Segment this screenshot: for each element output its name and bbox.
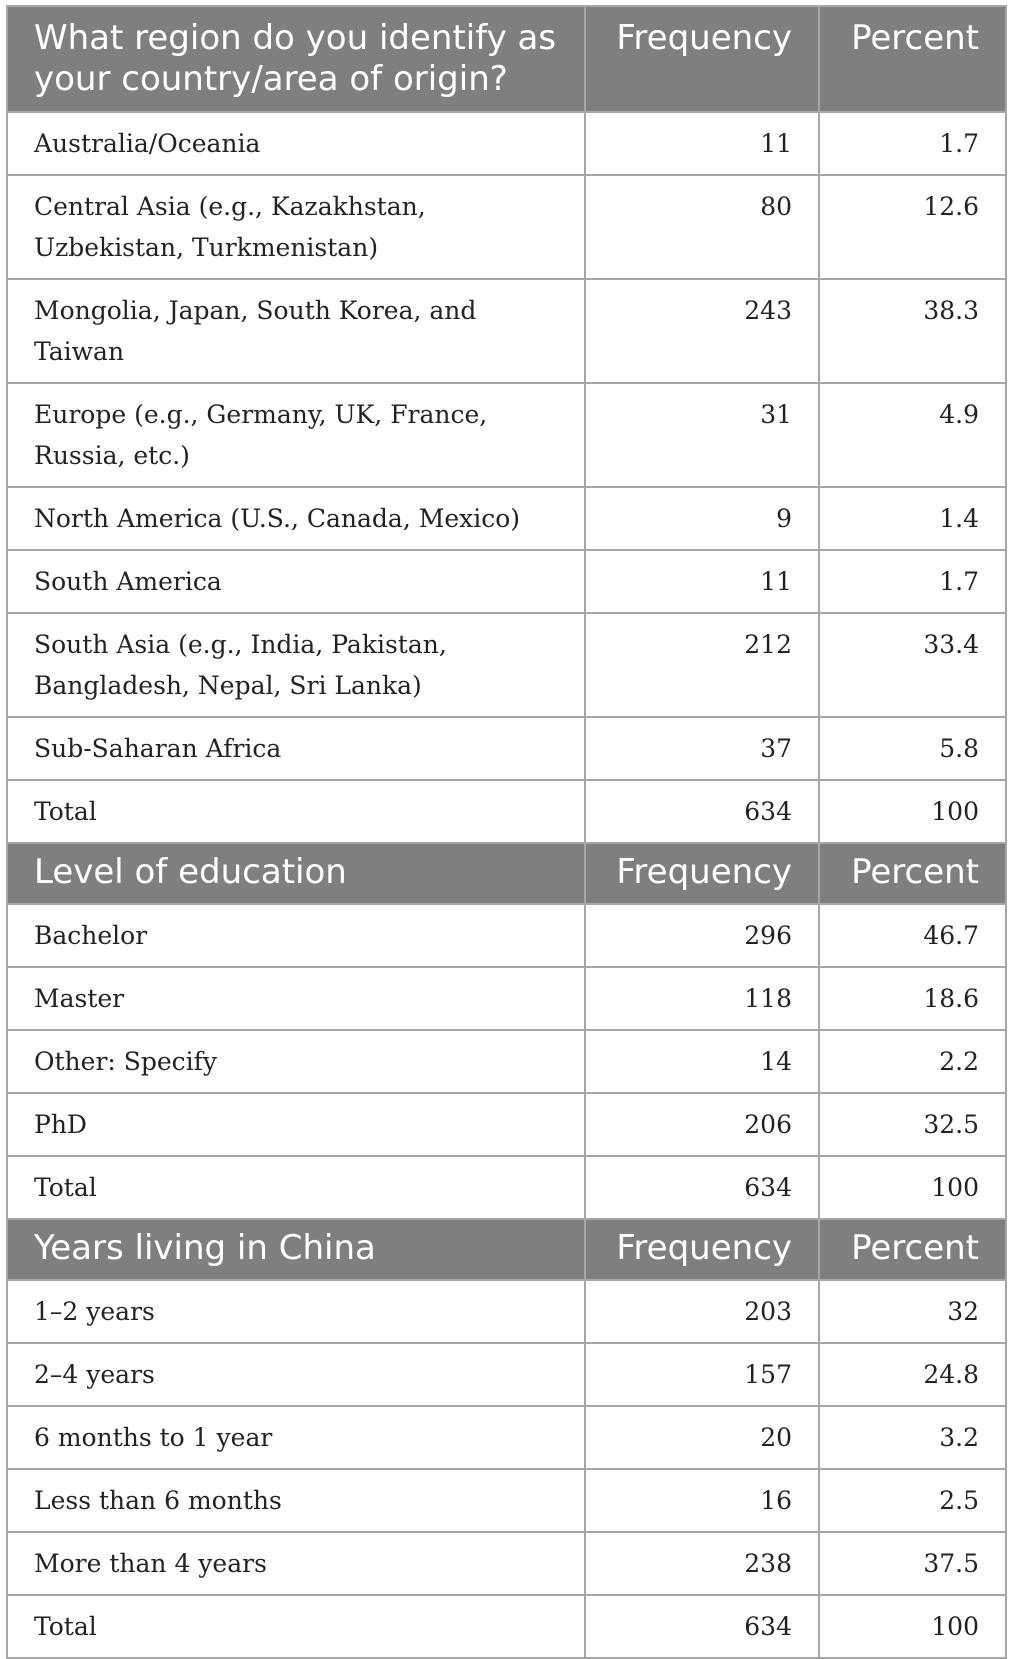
- row-percent: 1.7: [819, 112, 1006, 175]
- row-frequency: 14: [585, 1030, 819, 1093]
- table-row: [7, 112, 1006, 175]
- row-frequency: 9: [585, 487, 819, 550]
- total-row: [7, 780, 1006, 843]
- row-label: Less than 6 months: [7, 1469, 585, 1532]
- table-row: [7, 1406, 1006, 1469]
- demographics-table: [6, 5, 1007, 1659]
- row-percent: 12.6: [819, 175, 1006, 279]
- row-frequency: 20: [585, 1406, 819, 1469]
- row-frequency: 634: [585, 1156, 819, 1219]
- row-percent: 1.7: [819, 550, 1006, 613]
- row-label: Sub-Saharan Africa: [7, 717, 585, 780]
- row-percent: 32: [819, 1280, 1006, 1343]
- row-label: PhD: [7, 1093, 585, 1156]
- row-label: Master: [7, 967, 585, 1030]
- total-row: [7, 1595, 1006, 1658]
- row-frequency: 238: [585, 1532, 819, 1595]
- row-label: Other: Specify: [7, 1030, 585, 1093]
- row-percent: 32.5: [819, 1093, 1006, 1156]
- row-frequency: 634: [585, 1595, 819, 1658]
- row-label: North America (U.S., Canada, Mexico): [7, 487, 585, 550]
- row-frequency: 212: [585, 613, 819, 717]
- table-row: [7, 279, 1006, 383]
- table-row: [7, 717, 1006, 780]
- row-percent: 2.5: [819, 1469, 1006, 1532]
- table-row: [7, 904, 1006, 967]
- row-percent: 24.8: [819, 1343, 1006, 1406]
- row-label: South Asia (e.g., India, Pakistan, Bangladesh, Nepal, Sri Lanka): [7, 613, 585, 717]
- table-row: [7, 550, 1006, 613]
- row-frequency: 11: [585, 112, 819, 175]
- row-label: Australia/Oceania: [7, 112, 585, 175]
- row-frequency: 118: [585, 967, 819, 1030]
- section-header-years: [7, 1219, 1006, 1280]
- header-frequency: Frequency: [585, 6, 819, 112]
- row-percent: 100: [819, 780, 1006, 843]
- row-label: Total: [7, 780, 585, 843]
- row-frequency: 11: [585, 550, 819, 613]
- row-label: More than 4 years: [7, 1532, 585, 1595]
- table-row: [7, 967, 1006, 1030]
- row-label: 2–4 years: [7, 1343, 585, 1406]
- row-percent: 4.9: [819, 383, 1006, 487]
- row-frequency: 80: [585, 175, 819, 279]
- row-label: Central Asia (e.g., Kazakhstan, Uzbekistan, Turkmenistan): [7, 175, 585, 279]
- header-education: Level of education: [7, 843, 585, 904]
- row-frequency: 206: [585, 1093, 819, 1156]
- header-years: Years living in China: [7, 1219, 585, 1280]
- row-frequency: 31: [585, 383, 819, 487]
- table-row: [7, 1343, 1006, 1406]
- row-frequency: 634: [585, 780, 819, 843]
- section-header-region: [7, 6, 1006, 112]
- header-percent: Percent: [819, 1219, 1006, 1280]
- row-label: 1–2 years: [7, 1280, 585, 1343]
- row-percent: 37.5: [819, 1532, 1006, 1595]
- header-frequency: Frequency: [585, 843, 819, 904]
- total-row: [7, 1156, 1006, 1219]
- row-percent: 3.2: [819, 1406, 1006, 1469]
- row-frequency: 37: [585, 717, 819, 780]
- row-label: 6 months to 1 year: [7, 1406, 585, 1469]
- table-row: [7, 383, 1006, 487]
- row-percent: 100: [819, 1156, 1006, 1219]
- table-row: [7, 1532, 1006, 1595]
- row-percent: 38.3: [819, 279, 1006, 383]
- row-frequency: 16: [585, 1469, 819, 1532]
- row-label: Europe (e.g., Germany, UK, France, Russia, etc.): [7, 383, 585, 487]
- row-label: Mongolia, Japan, South Korea, and Taiwan: [7, 279, 585, 383]
- table-row: [7, 1280, 1006, 1343]
- row-frequency: 157: [585, 1343, 819, 1406]
- row-label: South America: [7, 550, 585, 613]
- row-frequency: 243: [585, 279, 819, 383]
- header-percent: Percent: [819, 843, 1006, 904]
- header-frequency: Frequency: [585, 1219, 819, 1280]
- table-row: [7, 613, 1006, 717]
- table-row: [7, 1469, 1006, 1532]
- row-percent: 1.4: [819, 487, 1006, 550]
- section-header-education: [7, 843, 1006, 904]
- table-row: [7, 1093, 1006, 1156]
- row-frequency: 203: [585, 1280, 819, 1343]
- row-percent: 100: [819, 1595, 1006, 1658]
- row-percent: 2.2: [819, 1030, 1006, 1093]
- header-percent: Percent: [819, 6, 1006, 112]
- row-percent: 33.4: [819, 613, 1006, 717]
- row-label: Total: [7, 1595, 585, 1658]
- table-row: [7, 487, 1006, 550]
- header-region-question: What region do you identify as your country/area of origin?: [7, 6, 585, 112]
- row-label: Total: [7, 1156, 585, 1219]
- row-label: Bachelor: [7, 904, 585, 967]
- row-percent: 5.8: [819, 717, 1006, 780]
- table-row: [7, 175, 1006, 279]
- row-percent: 18.6: [819, 967, 1006, 1030]
- table-row: [7, 1030, 1006, 1093]
- row-frequency: 296: [585, 904, 819, 967]
- row-percent: 46.7: [819, 904, 1006, 967]
